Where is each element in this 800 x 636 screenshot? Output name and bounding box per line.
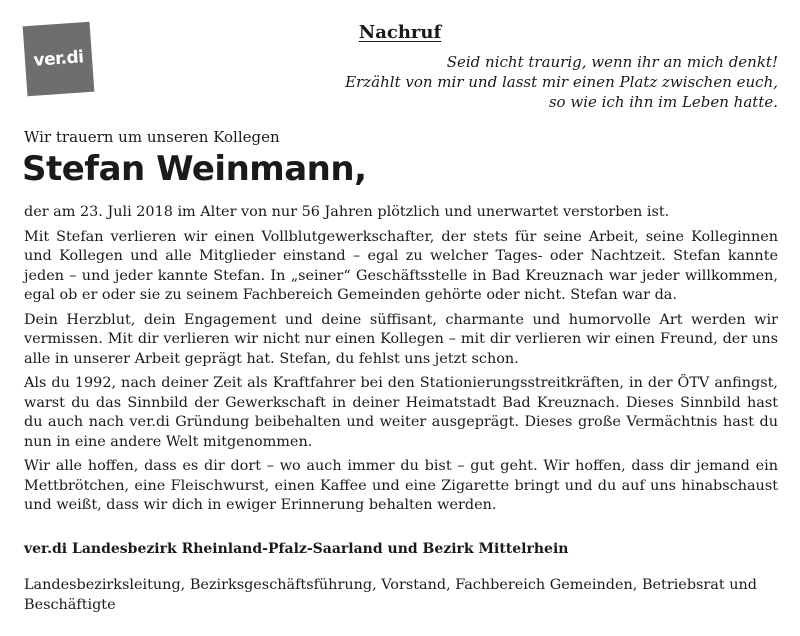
- intro-text: Wir trauern um unseren Kollegen: [24, 128, 280, 146]
- body-paragraph: Wir alle hoffen, dass es dir dort – wo auch immer du bist – gut geht. Wir hoffen, dass dir jemand ein Mettbrötchen, eine Fleischwurst, einen Kaffee und eine Zigarette bringt und du auf uns hinabschaust und weißt, dass wir dich in ewiger Erinnerung behalten werden.: [24, 458, 778, 513]
- signature-organization: ver.di Landesbezirk Rheinland-Pfalz-Saarland und Bezirk Mittelrhein: [24, 541, 569, 557]
- motto-quote: [345, 52, 778, 112]
- motto-line: Erzählt von mir und lasst mir einen Platz zwischen euch,: [345, 73, 778, 91]
- body-paragraph: der am 23. Juli 2018 im Alter von nur 56 Jahren plötzlich und unerwartet verstorben ist.: [24, 204, 670, 220]
- obituary-body: [24, 203, 778, 521]
- motto-line: Seid nicht traurig, wenn ihr an mich denkt!: [446, 53, 778, 71]
- motto-line: so wie ich ihn im Leben hatte.: [548, 93, 778, 111]
- signature-groups: Landesbezirksleitung, Bezirksgeschäftsführung, Vorstand, Fachbereich Gemeinden, Betriebsrat und Beschäftigte: [24, 577, 757, 613]
- body-paragraph: Als du 1992, nach deiner Zeit als Kraftfahrer bei den Stationierungsstreitkräften, in der ÖTV anfingst, warst du das Sinnbild der Gewerkschaft in deiner Heimatstadt Bad Kreuznach. Dieses Sinnbild hast du auch nach ver.di Gründung beibehalten und weiter ausgeprägt. Dieses große Vermächtnis hast du nun in eine andere Welt mitgenommen.: [24, 375, 778, 450]
- logo-text: ver.di: [32, 47, 85, 71]
- body-paragraph: Dein Herzblut, dein Engagement und deine süffisant, charmante und humorvolle Art werden wir vermissen. Mit dir verlieren wir nicht nur einen Kollegen – mit dir verlieren wir einen Freund, der uns alle in unserer Arbeit geprägt hat. Stefan, du fehlst uns jetzt schon.: [24, 311, 778, 367]
- obituary-heading: Nachruf: [358, 22, 442, 43]
- body-paragraph: Mit Stefan verlieren wir einen Vollblutgewerkschafter, der stets für seine Arbeit, seine Kolleginnen und Kollegen und alle Mitglieder einstand – egal zu welcher Tages- oder Nachtzeit. Stefan kannte jeden – und jeder kannte Stefan. In „seiner“ Geschäftsstelle in Bad Kreuznach war jeder willkommen, egal ob er oder sie zu seinem Fachbereich Gemeinden gehörte oder nicht. Stefan war da.: [24, 228, 778, 303]
- deceased-name: Stefan Weinmann,: [22, 149, 367, 189]
